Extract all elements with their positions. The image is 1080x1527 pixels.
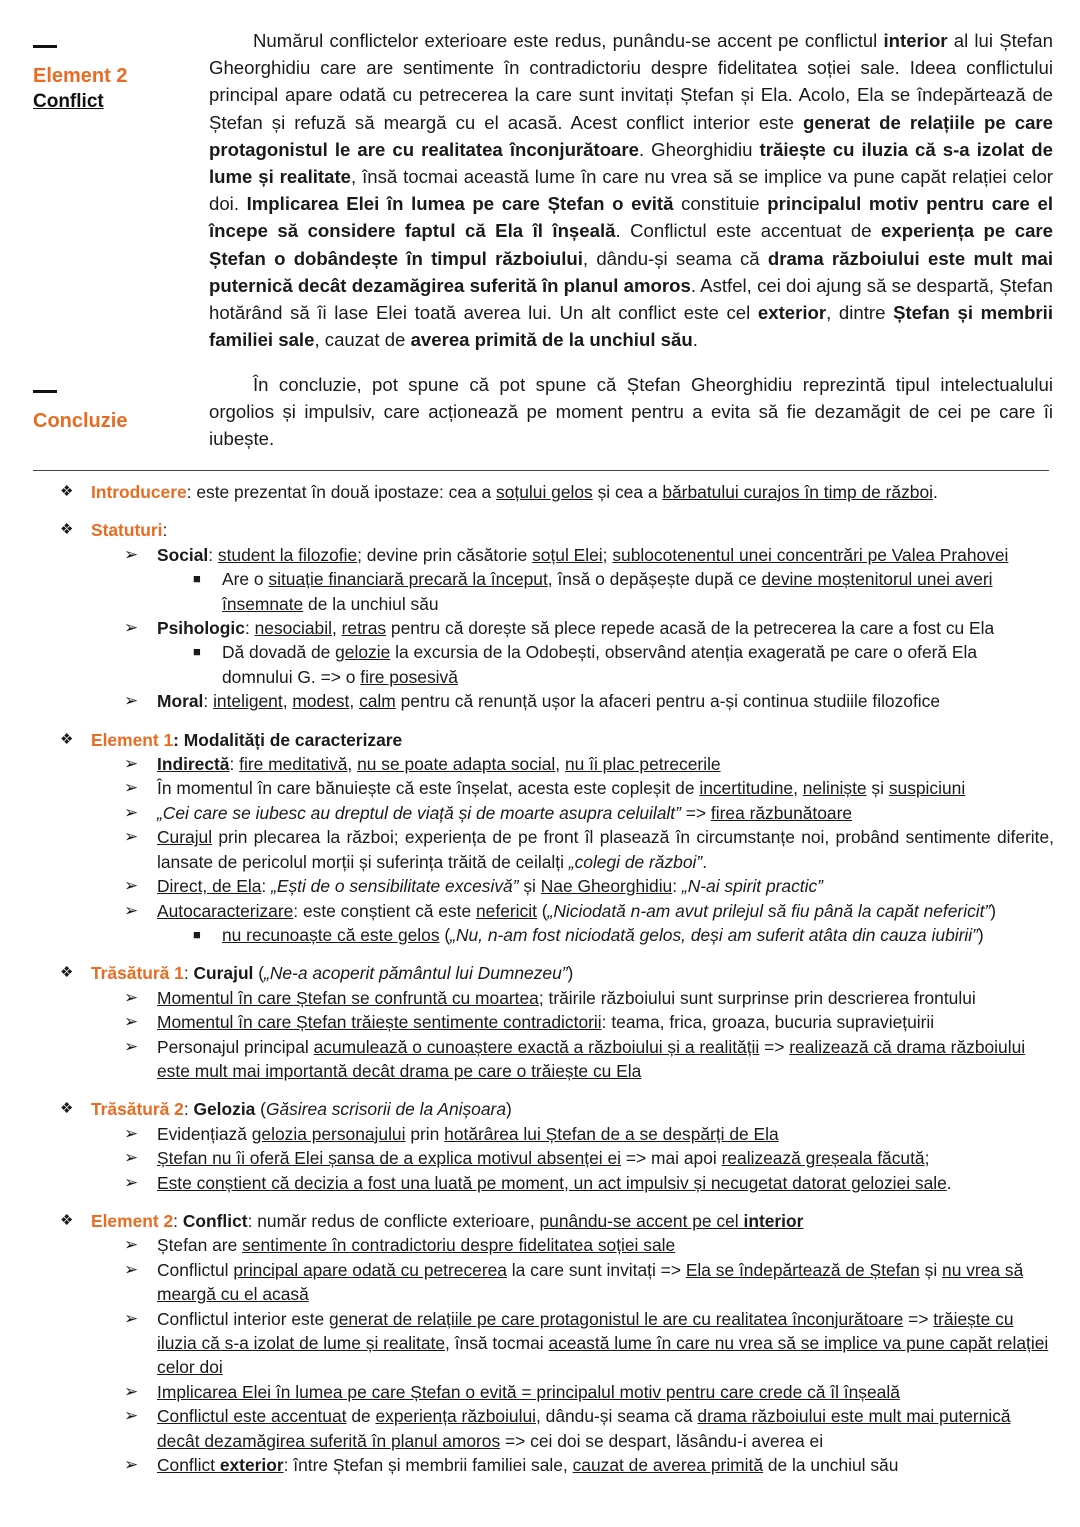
list-item: ➢ Indirectă: fire meditativă, nu se poate adapta social, nu îi plac petrecerile [0,752,1080,776]
list-item: ➢ „Cei care se iubesc au dreptul de viață și de moarte asupra celuilalt” => firea răzbunătoare [0,801,1080,825]
section-subtitle-conflict: Conflict [33,91,104,112]
list-item: ➢ Conflictul principal apare odată cu petrecerea la care sunt invitați => Ela se îndepărtează de Ștefan și nu vrea să meargă cu el acasă [124,1259,1024,1305]
note-element2: ❖ Element 2: Conflict: număr redus de conflicte exterioare, punându-se accent pe cel interior [0,1209,1080,1233]
arrow-bullet-icon: ➢ [124,1308,139,1328]
arrow-bullet-icon: ➢ [124,1036,139,1056]
arrow-bullet-icon: ➢ [124,618,139,638]
note-element1: ❖ Element 1: Modalități de caracterizare [0,728,1080,752]
arrow-bullet-icon: ➢ [124,827,139,847]
list-subitem: ■ Are o situație financiară precară la început, însă o depășește după ce devine moștenitorul unei averi însemnate de la unchiul său [193,569,993,614]
arrow-bullet-icon: ➢ [124,876,139,896]
note-trasatura1: ❖ Trăsătură 1: Curajul („Ne-a acoperit pământul lui Dumnezeu”) [0,961,1080,985]
list-item: ➢ Momentul în care Ștefan se confruntă cu moartea; trăirile războiului sunt surprinse prin descrierea frontului [0,986,1080,1010]
note-introducere: ❖ Introducere: este prezentat în două ipostaze: cea a soțului gelos și cea a bărbatului curajos în timp de război. [0,480,1080,504]
arrow-bullet-icon: ➢ [124,1259,139,1279]
list-item: ➢ Conflict exterior: între Ștefan și membrii familiei sale, cauzat de averea primită de la unchiul său [0,1453,1080,1477]
square-bullet-icon: ■ [193,926,201,942]
note-statuturi: ❖ Statuturi: [0,518,1080,542]
square-bullet-icon: ■ [193,644,201,660]
arrow-bullet-icon: ➢ [124,802,139,822]
diamond-bullet-icon: ❖ [60,521,74,539]
diamond-bullet-icon: ❖ [60,483,74,500]
list-item: ➢ Psihologic: nesociabil, retras pentru că dorește să plece repede acasă de la petrecerea la care a fost cu Ela [0,616,1080,640]
section-dash [33,390,57,393]
arrow-bullet-icon: ➢ [124,1235,139,1255]
list-item: ➢ În momentul în care bănuiește că este înșelat, acesta este copleșit de incertitudine, neliniște și suspiciuni [0,776,1080,800]
diamond-bullet-icon: ❖ [60,964,74,982]
arrow-bullet-icon: ➢ [124,1172,139,1192]
section-title-element2: Element 2 [33,65,128,87]
note-trasatura2: ❖ Trăsătură 2: Gelozia (Găsirea scrisorii de la Anișoara) [0,1097,1080,1121]
list-item: ➢ Social: student la filozofie; devine prin căsătorie soțul Elei; sublocotenentul unei concentrări pe Valea Prahovei [0,543,1080,567]
list-item: ➢ Direct, de Ela: „Ești de o sensibilitate excesivă” și Nae Gheorghidiu: „N-ai spirit practic” [0,874,1080,898]
arrow-bullet-icon: ➢ [124,987,139,1007]
notes [0,480,1080,1477]
list-subitem: ■ nu recunoaște că este gelos („Nu, n-am fost niciodată gelos, deși am suferit atâta din cauza iubirii”) [0,923,1080,947]
list-item: ➢ Autocaracterizare: este conștient că este nefericit („Niciodată n-am avut prilejul să fiu până la capăt nefericit”) [0,899,1080,923]
diamond-bullet-icon: ❖ [60,730,74,748]
list-item: ➢ Curajul prin plecarea la război; experiența de pe front îl plasează în circumstanțe noi, probând sentimente diferite, lansate de pericolul morții și suferința trăită de ceilalți „colegi de război”. [124,827,1054,872]
list-item: ➢ Moral: inteligent, modest, calm pentru că renunță ușor la afaceri pentru a-și continua studiile filozofice [0,689,1080,713]
arrow-bullet-icon: ➢ [124,1406,139,1426]
arrow-bullet-icon: ➢ [124,778,139,798]
arrow-bullet-icon: ➢ [124,754,139,774]
paragraph-concluzie: În concluzie, pot spune că pot spune că Ștefan Gheorghidiu reprezintă tipul intelectualului orgolios și impulsiv, care acționează pe moment pentru a evita să fie dezamăgit de cei pe care îi iubește. [209,374,1053,450]
arrow-bullet-icon: ➢ [124,1455,139,1475]
list-item: ➢ Implicarea Elei în lumea pe care Ștefan o evită = principalul motiv pentru care crede că îl înșeală [0,1380,1080,1404]
square-bullet-icon: ■ [193,571,201,587]
arrow-bullet-icon: ➢ [124,1012,139,1032]
arrow-bullet-icon: ➢ [124,1148,139,1168]
diamond-bullet-icon: ❖ [60,1100,74,1118]
list-item: ➢ Conflictul este accentuat de experiența războiului, dându-și seama că drama războiului este mult mai puternică decât dezamăgirea suferită în planul amoros => cei doi se despart, lăsându-i averea ei [124,1406,1011,1451]
list-item: ➢ Ștefan are sentimente în contradictoriu despre fidelitatea soției sale [0,1233,1080,1257]
arrow-bullet-icon: ➢ [124,544,139,564]
list-item: ➢ Momentul în care Ștefan trăiește sentimente contradictorii: teama, frica, groaza, bucuria supraviețuirii [0,1010,1080,1034]
arrow-bullet-icon: ➢ [124,691,139,711]
section-dash [33,45,57,48]
diamond-bullet-icon: ❖ [60,1211,74,1229]
arrow-bullet-icon: ➢ [124,900,139,920]
arrow-bullet-icon: ➢ [124,1123,139,1143]
arrow-bullet-icon: ➢ [124,1381,139,1401]
list-item: ➢ Evidențiază gelozia personajului prin hotărârea lui Ștefan de a se despărți de Ela [0,1122,1080,1146]
list-item: ➢ Personajul principal acumulează o cunoaștere exactă a războiului și a realității => realizează că drama războiului este mult mai importantă decât drama pe care o trăiește cu Ela [124,1036,1026,1081]
section-title-concluzie: Concluzie [33,410,128,432]
list-subitem: ■ Dă dovadă de gelozie la excursia de la Odobești, observând atenția exagerată pe care o oferă Ela domnului G. => o fire posesivă [193,642,978,687]
list-item: ➢ Ștefan nu îi oferă Elei șansa de a explica motivul absenței ei => mai apoi realizează greșeala făcută; [0,1146,1080,1170]
list-item: ➢ Conflictul interior este generat de relațiile pe care protagonistul le are cu realitatea înconjurătoare => trăiește cu iluzia că s-a izolat de lume și realitate, însă tocmai această lume în care nu vrea să se implice va pune capăt relației celor doi [124,1308,1049,1378]
list-item: ➢ Este conștient că decizia a fost una luată pe moment, un act impulsiv și necugetat datorat geloziei sale. [0,1171,1080,1195]
paragraph-conflict: Numărul conflictelor exterioare este redus, punându-se accent pe conflictul interior al lui Ștefan Gheorghidiu care are sentimente în contradictoriu despre fidelitatea soției sale. Ideea conflictului principal apare odată cu petrecerea la care sunt invitați Ștefan și Ela. Acolo, Ela se îndepărtează de Ștefan și refuză să meargă cu el acasă. Acest conflict interior este generat de relațiile pe care protagonistul le are cu realitatea înconjurătoare. Gheorghidiu trăiește cu iluzia că s-a izolat de lume și realitate, însă tocmai această lume în care nu vrea să se implice va pune capăt relației celor doi. Implicarea Elei în lumea pe care Ștefan o evită constituie principalul motiv pentru care el începe să considere faptul că Ela îl înșeală. Conflictul este accentuat de experiența pe care Ștefan o dobândește în timpul războiului, dându-și seama că drama războiului este mult mai puternică decât dezamăgirea suferită în planul amoros. Astfel, cei doi ajung să se despartă, Ștefan hotărând să îi lase Elei toată averea lui. Un alt conflict este cel exterior, dintre Ștefan și membrii familiei sale, cauzat de averea primită de la unchiul său. [209,30,1053,351]
divider [33,470,1049,471]
